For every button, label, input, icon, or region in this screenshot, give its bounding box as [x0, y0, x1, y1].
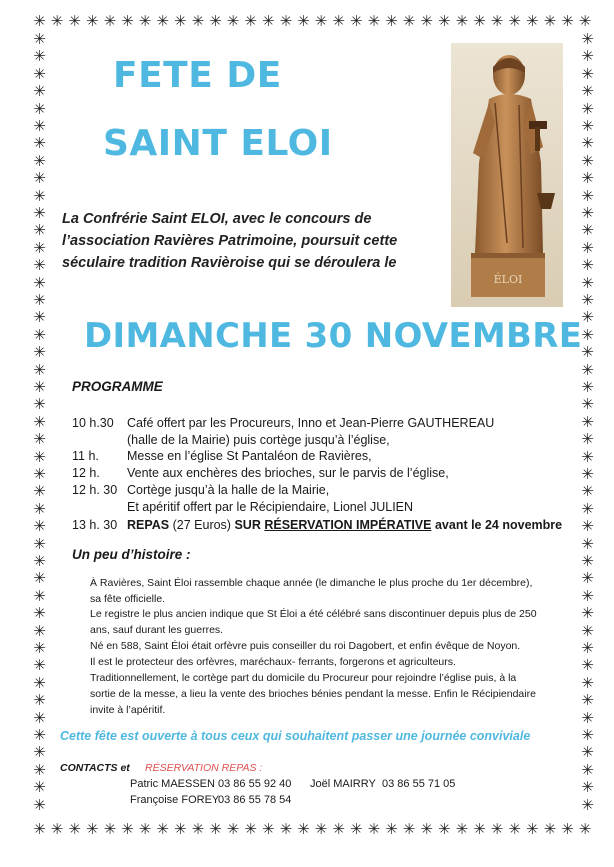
history-line: invite à l’apéritif.	[90, 704, 166, 716]
border-asterisk-icon: ✳	[262, 820, 275, 838]
border-asterisk-icon: ✳	[50, 12, 64, 30]
border-asterisk-icon: ✳	[314, 820, 328, 838]
border-asterisk-icon: ✳	[350, 12, 363, 30]
border-asterisk-icon: ✳	[581, 673, 594, 692]
border-asterisk-icon: ✳	[33, 586, 46, 605]
border-asterisk-icon: ✳	[332, 12, 345, 30]
border-asterisk-icon: ✳	[33, 656, 46, 675]
border-asterisk-icon: ✳	[86, 12, 99, 30]
border-asterisk-icon: ✳	[581, 186, 594, 205]
border-asterisk-icon: ✳	[156, 12, 169, 30]
border-asterisk-icon: ✳	[581, 256, 594, 275]
border-asterisk-icon: ✳	[561, 12, 574, 30]
border-asterisk-icon: ✳	[581, 465, 594, 483]
border-asterisk-icon: ✳	[581, 291, 594, 309]
border-asterisk-icon: ✳	[508, 12, 521, 30]
history-line: À Ravières, Saint Éloi rassemble chaque année (le dimanche le plus proche du 1er décembre),	[90, 577, 533, 589]
contacts-label: CONTACTS et	[60, 762, 130, 774]
border-asterisk-icon: ✳	[33, 465, 46, 483]
border-asterisk-icon: ✳	[581, 204, 594, 222]
statue-caption: ÉLOI	[493, 273, 523, 286]
border-asterisk-icon: ✳	[68, 820, 81, 838]
border-asterisk-icon: ✳	[209, 820, 222, 838]
border-asterisk-icon: ✳	[581, 778, 594, 797]
border-asterisk-icon: ✳	[33, 256, 46, 275]
history-line: ans, sauf durant les guerres.	[90, 624, 224, 636]
history-line: sortie de la messe, a lieu la vente des brioches bénies pendant la messe. Enfin le Récipiendaire	[90, 688, 536, 700]
invitation-line: Cette fête est ouverte à tous ceux qui souhaitent passer une journée conviviale	[60, 729, 531, 743]
border-asterisk-icon: ✳	[33, 360, 46, 379]
border-asterisk-icon: ✳	[244, 820, 257, 838]
statue-image	[451, 43, 563, 307]
border-asterisk-icon: ✳	[581, 743, 594, 762]
border-asterisk-icon: ✳	[561, 820, 574, 838]
border-asterisk-icon: ✳	[581, 117, 594, 135]
border-asterisk-icon: ✳	[473, 820, 486, 838]
contact-name: Françoise FOREY	[130, 794, 220, 806]
border-asterisk-icon: ✳	[581, 795, 594, 814]
border-asterisk-icon: ✳	[581, 378, 594, 396]
border-asterisk-icon: ✳	[367, 12, 381, 30]
border-asterisk-icon: ✳	[262, 12, 275, 30]
statue-icon	[451, 43, 563, 307]
programme-text: Et apéritif offert par le Récipiendaire, Lionel JULIEN	[127, 500, 414, 514]
border-asterisk-icon: ✳	[33, 820, 46, 838]
border-asterisk-icon: ✳	[581, 412, 594, 431]
border-asterisk-icon: ✳	[581, 360, 594, 379]
border-asterisk-icon: ✳	[438, 12, 451, 30]
programme-text: Vente aux enchères des brioches, sur le parvis de l’église,	[127, 466, 449, 480]
border-asterisk-icon: ✳	[33, 447, 46, 466]
border-asterisk-icon: ✳	[581, 517, 594, 536]
programme-text: Messe en l’église St Pantaléon de Ravières,	[127, 449, 372, 463]
border-asterisk-icon: ✳	[581, 343, 594, 362]
border-asterisk-icon: ✳	[138, 12, 152, 30]
border-asterisk-icon: ✳	[226, 820, 240, 838]
intro-line: l’association Ravières Patrimoine, poursuit cette	[62, 233, 398, 249]
border-asterisk-icon: ✳	[33, 621, 46, 640]
event-date: DIMANCHE 30 NOVEMBRE	[84, 316, 583, 356]
border-asterisk-icon: ✳	[581, 169, 594, 188]
repas-price: (27 Euros)	[169, 518, 235, 532]
border-asterisk-icon: ✳	[581, 534, 594, 553]
border-asterisk-icon: ✳	[581, 586, 594, 605]
border-asterisk-icon: ✳	[68, 12, 81, 30]
border-asterisk-icon: ✳	[581, 430, 594, 449]
border-asterisk-icon: ✳	[33, 117, 46, 135]
border-asterisk-icon: ✳	[33, 795, 46, 814]
border-asterisk-icon: ✳	[33, 534, 46, 553]
border-asterisk-icon: ✳	[490, 820, 504, 838]
border-asterisk-icon: ✳	[581, 656, 594, 675]
contact-phone: 03 86 55 78 54	[218, 794, 292, 806]
intro-paragraph	[62, 208, 452, 274]
border-asterisk-icon: ✳	[33, 47, 46, 66]
border-asterisk-icon: ✳	[33, 186, 46, 205]
border-asterisk-icon: ✳	[581, 639, 594, 657]
border-asterisk-icon: ✳	[33, 499, 46, 518]
reservation-imperative: RÉSERVATION IMPÉRATIVE	[264, 518, 432, 532]
border-asterisk-icon: ✳	[350, 820, 363, 838]
border-asterisk-icon: ✳	[581, 273, 594, 292]
border-asterisk-icon: ✳	[103, 12, 117, 30]
border-asterisk-icon: ✳	[86, 820, 99, 838]
border-asterisk-icon: ✳	[33, 412, 46, 431]
border-asterisk-icon: ✳	[33, 517, 46, 536]
history-line: Né en 588, Saint Éloi était orfèvre puis conseiller du roi Dagobert, et enfin évêque de Noyon.	[90, 640, 521, 652]
border-asterisk-icon: ✳	[581, 47, 594, 66]
repas-deadline: avant le 24 novembre	[431, 518, 563, 532]
border-asterisk-icon: ✳	[33, 395, 46, 414]
border-asterisk-icon: ✳	[578, 12, 592, 30]
history-line: sa fête officielle.	[90, 593, 166, 605]
border-asterisk-icon: ✳	[581, 552, 594, 570]
border-asterisk-icon: ✳	[174, 820, 187, 838]
border-asterisk-icon: ✳	[581, 151, 594, 170]
border-asterisk-icon: ✳	[543, 12, 557, 30]
border-asterisk-icon: ✳	[33, 221, 46, 240]
history-line: Il est le protecteur des orfèvres, maréchaux- ferrants, forgerons et agriculteurs.	[90, 656, 456, 668]
border-asterisk-icon: ✳	[33, 238, 46, 257]
border-asterisk-icon: ✳	[33, 778, 46, 797]
border-asterisk-icon: ✳	[33, 308, 46, 327]
border-asterisk-icon: ✳	[581, 221, 594, 240]
border-asterisk-icon: ✳	[33, 64, 46, 83]
border-asterisk-icon: ✳	[581, 482, 594, 501]
border-asterisk-icon: ✳	[581, 447, 594, 466]
border-asterisk-icon: ✳	[581, 325, 594, 344]
border-asterisk-icon: ✳	[581, 621, 594, 640]
border-asterisk-icon: ✳	[33, 30, 46, 48]
border-asterisk-icon: ✳	[191, 820, 205, 838]
border-asterisk-icon: ✳	[33, 291, 46, 309]
border-asterisk-icon: ✳	[438, 820, 451, 838]
contact-name: Joël MAIRRY	[310, 778, 376, 790]
border-asterisk-icon: ✳	[33, 12, 46, 30]
border-asterisk-icon: ✳	[33, 82, 46, 101]
contact-name: Patric MAESSEN	[130, 778, 215, 790]
border-asterisk-icon: ✳	[33, 378, 46, 396]
border-asterisk-icon: ✳	[581, 499, 594, 518]
programme-time: 13 h. 30	[72, 518, 118, 532]
border-asterisk-icon: ✳	[455, 12, 469, 30]
programme-text: Cortège jusqu’à la halle de la Mairie,	[127, 483, 330, 497]
border-asterisk-icon: ✳	[226, 12, 240, 30]
contact-phone: 03 86 55 71 05	[382, 778, 456, 790]
border-asterisk-icon: ✳	[402, 12, 416, 30]
border-asterisk-icon: ✳	[279, 820, 293, 838]
border-asterisk-icon: ✳	[174, 12, 187, 30]
border-asterisk-icon: ✳	[33, 99, 46, 118]
border-asterisk-icon: ✳	[191, 12, 205, 30]
border-asterisk-icon: ✳	[508, 820, 521, 838]
border-asterisk-icon: ✳	[209, 12, 222, 30]
border-asterisk-icon: ✳	[581, 569, 594, 588]
border-asterisk-icon: ✳	[420, 820, 433, 838]
border-asterisk-icon: ✳	[33, 482, 46, 501]
title-line-1: FETE DE	[113, 55, 282, 96]
programme-time: 12 h. 30	[72, 483, 118, 497]
border-asterisk-icon: ✳	[385, 820, 398, 838]
border-asterisk-icon: ✳	[543, 820, 557, 838]
border-asterisk-icon: ✳	[581, 30, 594, 48]
border-asterisk-icon: ✳	[314, 12, 328, 30]
border-asterisk-icon: ✳	[244, 12, 257, 30]
repas-sur: SUR	[234, 518, 265, 532]
border-asterisk-icon: ✳	[297, 12, 310, 30]
border-asterisk-icon: ✳	[50, 820, 64, 838]
border-asterisk-icon: ✳	[581, 726, 594, 744]
border-asterisk-icon: ✳	[367, 820, 381, 838]
reservation-repas-label: RÉSERVATION REPAS :	[145, 762, 263, 774]
programme-time: 11 h.	[72, 449, 99, 463]
history-line: Traditionnellement, le cortège part du domicile du Procureur pour rejoindre l’église puis, à la	[90, 672, 517, 684]
programme-heading: PROGRAMME	[72, 379, 163, 394]
border-asterisk-icon: ✳	[332, 820, 345, 838]
border-asterisk-icon: ✳	[526, 12, 539, 30]
border-asterisk-icon: ✳	[33, 204, 46, 222]
history-heading: Un peu d’histoire :	[72, 547, 191, 562]
border-asterisk-icon: ✳	[33, 760, 46, 779]
border-asterisk-icon: ✳	[581, 760, 594, 779]
border-asterisk-icon: ✳	[385, 12, 398, 30]
border-asterisk-icon: ✳	[581, 604, 594, 623]
border-asterisk-icon: ✳	[33, 639, 46, 657]
border-asterisk-icon: ✳	[490, 12, 504, 30]
repas-label: REPAS	[127, 518, 170, 532]
border-asterisk-icon: ✳	[455, 820, 469, 838]
border-asterisk-icon: ✳	[33, 169, 46, 188]
border-asterisk-icon: ✳	[33, 604, 46, 623]
border-asterisk-icon: ✳	[33, 325, 46, 344]
border-asterisk-icon: ✳	[33, 134, 46, 153]
contact-phone: 03 86 55 92 40	[218, 778, 292, 790]
border-asterisk-icon: ✳	[33, 569, 46, 588]
programme-time: 10 h.30	[72, 416, 114, 430]
border-asterisk-icon: ✳	[581, 82, 594, 101]
intro-line: séculaire tradition Ravièroise qui se déroulera le	[62, 255, 397, 271]
programme-text: (halle de la Mairie) puis cortège jusqu’à l’église,	[127, 433, 390, 447]
border-asterisk-icon: ✳	[473, 12, 486, 30]
border-asterisk-icon: ✳	[138, 820, 152, 838]
border-asterisk-icon: ✳	[121, 12, 134, 30]
programme-text: Café offert par les Procureurs, Inno et Jean-Pierre GAUTHEREAU	[127, 416, 495, 430]
border-asterisk-icon: ✳	[297, 820, 310, 838]
intro-line: La Confrérie Saint ELOI, avec le concours de	[62, 211, 372, 227]
border-asterisk-icon: ✳	[33, 430, 46, 449]
border-asterisk-icon: ✳	[581, 395, 594, 414]
border-asterisk-icon: ✳	[33, 343, 46, 362]
border-asterisk-icon: ✳	[581, 708, 594, 727]
border-asterisk-icon: ✳	[33, 726, 46, 744]
programme-time: 12 h.	[72, 466, 100, 480]
border-asterisk-icon: ✳	[33, 673, 46, 692]
border-asterisk-icon: ✳	[578, 820, 592, 838]
border-asterisk-icon: ✳	[581, 691, 594, 710]
border-asterisk-icon: ✳	[121, 820, 134, 838]
border-asterisk-icon: ✳	[103, 820, 117, 838]
border-asterisk-icon: ✳	[33, 691, 46, 710]
border-asterisk-icon: ✳	[581, 134, 594, 153]
border-asterisk-icon: ✳	[581, 64, 594, 83]
border-asterisk-icon: ✳	[33, 273, 46, 292]
border-asterisk-icon: ✳	[33, 552, 46, 570]
title-line-2: SAINT ELOI	[103, 123, 333, 164]
history-line: Le registre le plus ancien indique que St Éloi a été célébré sans discontinuer depuis plus de 250	[90, 608, 537, 620]
border-asterisk-icon: ✳	[581, 99, 594, 118]
border-asterisk-icon: ✳	[581, 238, 594, 257]
border-asterisk-icon: ✳	[33, 151, 46, 170]
border-asterisk-icon: ✳	[526, 820, 539, 838]
border-asterisk-icon: ✳	[156, 820, 169, 838]
programme-text	[127, 518, 562, 532]
border-asterisk-icon: ✳	[402, 820, 416, 838]
border-asterisk-icon: ✳	[279, 12, 293, 30]
border-asterisk-icon: ✳	[420, 12, 433, 30]
border-asterisk-icon: ✳	[33, 708, 46, 727]
border-asterisk-icon: ✳	[581, 308, 594, 327]
border-asterisk-icon: ✳	[33, 743, 46, 762]
